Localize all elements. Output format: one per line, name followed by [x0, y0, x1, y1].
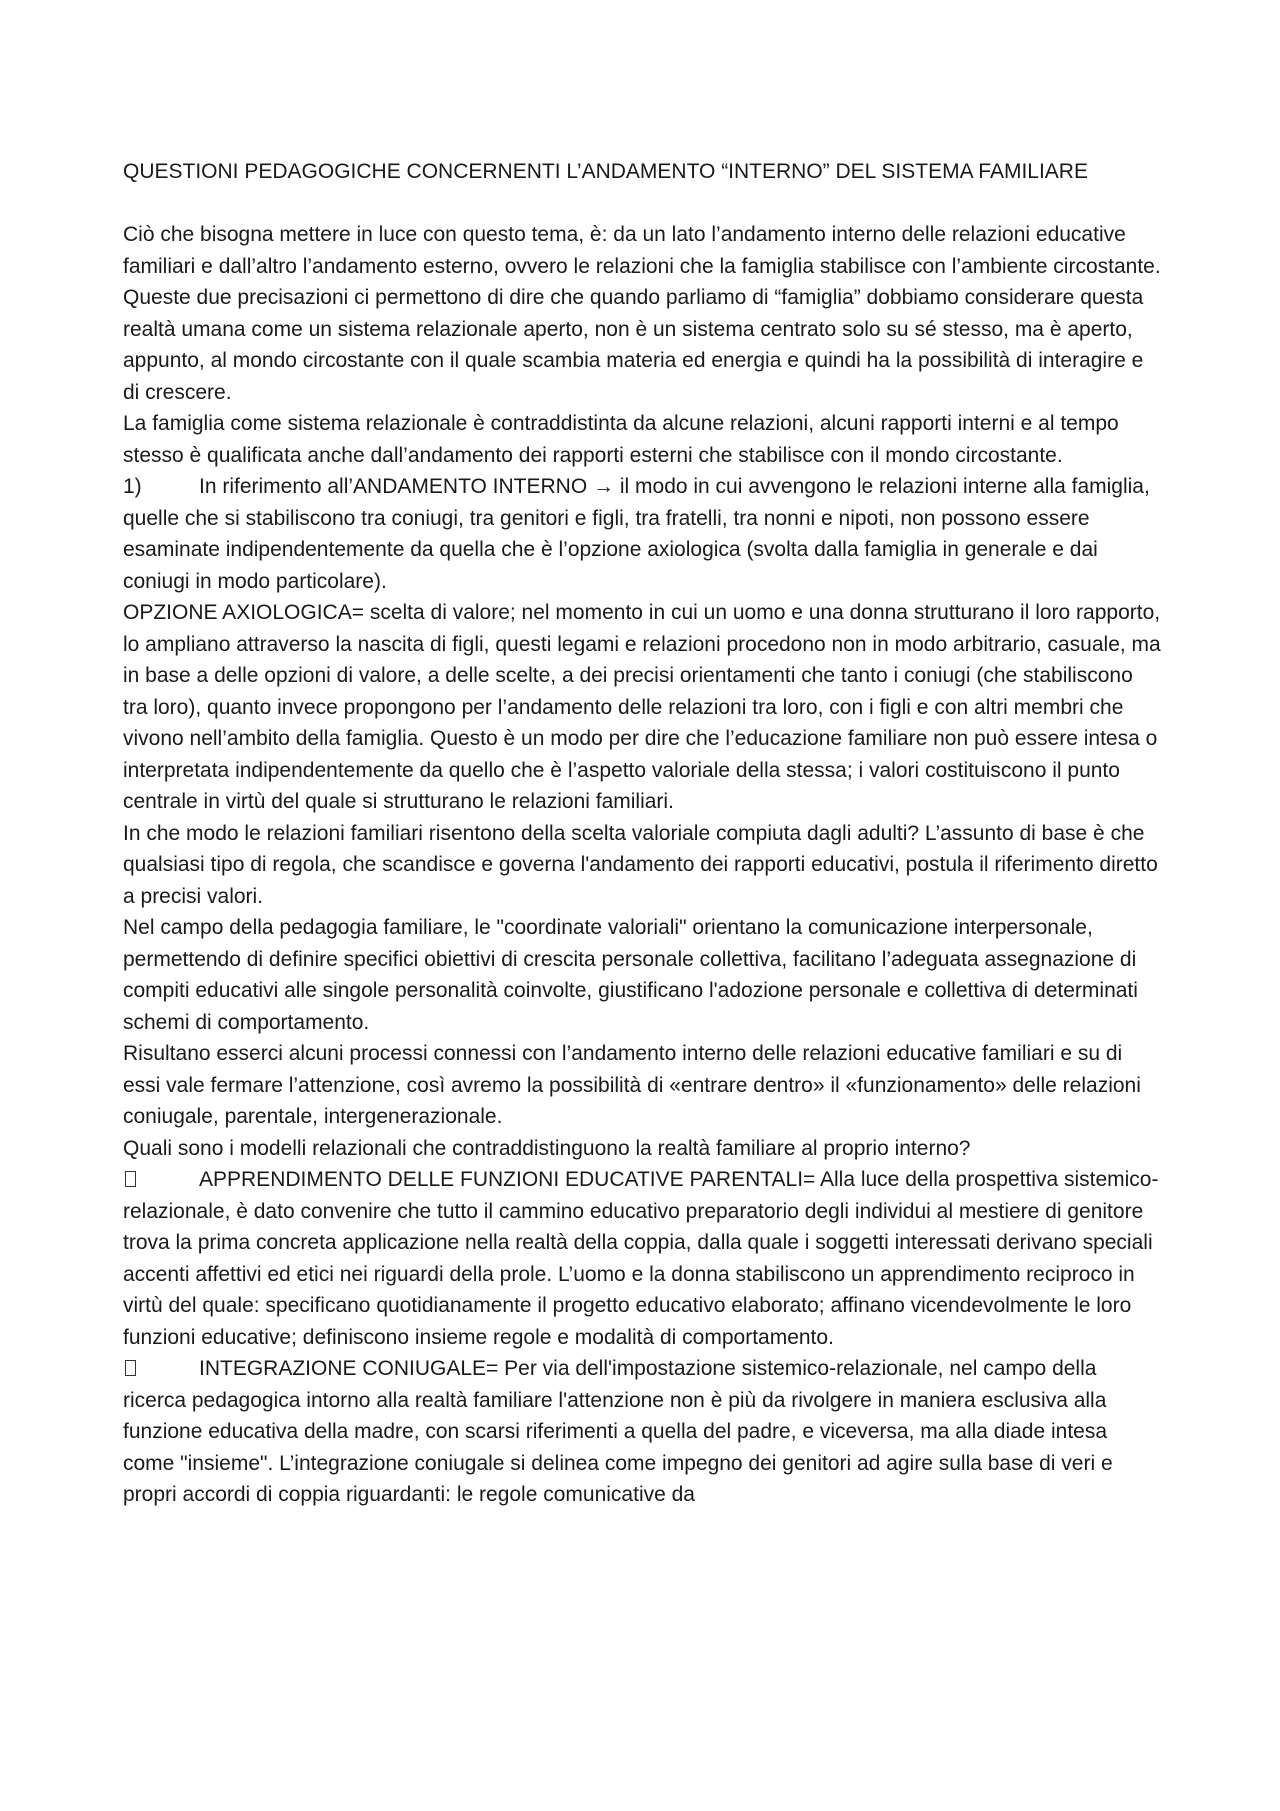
paragraph-value-choice: In che modo le relazioni familiari risentono della scelta valoriale compiuta dagli adulti? L’assunto di base è che qualsiasi tipo di regola, che scandisce e governa l'andamento dei rapporti educativi, postula il riferimento diretto a precisi valori. — [123, 821, 1158, 908]
numbered-item — [123, 471, 1163, 597]
bullet-item-text: APPRENDIMENTO DELLE FUNZIONI EDUCATIVE PARENTALI= Alla luce della prospettiva sistemico-relazionale, è dato convenire che tutto il cammino educativo preparatorio degli individui al mestiere di genitore trova la prima concreta applicazione nella realtà della coppia, dalla quale i soggetti interessati derivano speciali accenti affettivi ed etici nei riguardi della prole. L’uomo e la donna stabiliscono un apprendimento reciproco in virtù del quale: specificano quotidianamente il progetto educativo elaborato; affinano vicendevolmente le loro funzioni educative; definiscono insieme regole e modalità di comportamento. — [123, 1168, 1159, 1349]
numbered-item-text: In riferimento all’ANDAMENTO INTERNO → il modo in cui avvengono le relazioni interne alla famiglia, quelle che si stabiliscono tra coniugi, tra genitori e figli, tra fratelli, tra nonni e nipoti, non possono essere esaminate indipendentemente da quella che è l’opzione axiologica (svolta dalla famiglia in generale e dai coniugi in modo particolare). — [123, 475, 1150, 593]
document-title: QUESTIONI PEDAGOGICHE CONCERNENTI L’ANDAMENTO “INTERNO” DEL SISTEMA FAMILIARE — [123, 160, 1088, 183]
paragraph-value-coordinates: Nel campo della pedagogia familiare, le "coordinate valoriali" orientano la comunicazione interpersonale, permettendo di definire specifici obiettivi di crescita personale collettiva, facilitano l’adeguata assegnazione di compiti educativi alle singole personalità coinvolte, giustificano l'adozione personale e collettiva di determinati schemi di comportamento. — [123, 916, 1138, 1034]
missing-glyph-icon — [125, 1171, 136, 1187]
bullet-item-text: INTEGRAZIONE CONIUGALE= Per via dell'impostazione sistemico-relazionale, nel campo della ricerca pedagogica intorno alla realtà familiare l'attenzione non è più da rivolgere in maniera esclusiva alla funzione educativa della madre, con scarsi riferimenti a quella del padre, e viceversa, ma alla diade intesa come "insieme". L’integrazione coniugale si delinea come impegno dei genitori ad agire sulla base di veri e propri accordi di coppia riguardanti: le regole comunicative da — [123, 1357, 1113, 1506]
paragraph-internal-processes: Risultano esserci alcuni processi connessi con l’andamento interno delle relazioni educative familiari e su di essi vale fermare l’attenzione, così avremo la possibilità di «entrare dentro» il «funzionamento» delle relazioni coniugale, parentale, intergenerazionale. — [123, 1042, 1141, 1128]
bullet-item — [123, 1353, 1163, 1511]
paragraph-axiological-option: OPZIONE AXIOLOGICA= scelta di valore; nel momento in cui un uomo e una donna strutturano il loro rapporto, lo ampliano attraverso la nascita di figli, questi legami e relazioni procedono non in modo arbitrario, casuale, ma in base a delle opzioni di valore, a delle scelte, a dei precisi orientamenti che tanto i coniugi (che stabiliscono tra loro), quanto invece propongono per l’andamento delle relazioni tra loro, con i figli e con altri membri che vivono nell’ambito della famiglia. Questo è un modo per dire che l’educazione familiare non può essere intesa o interpretata indipendentemente da quello che è l’aspetto valoriale della stessa; i valori costituiscono il punto centrale in virtù del quale si strutturano le relazioni familiari. — [123, 601, 1161, 813]
paragraph-question: Quali sono i modelli relazionali che contraddistinguono la realtà familiare al proprio interno? — [123, 1136, 971, 1160]
document-body — [123, 156, 1163, 1511]
paragraph-intro: Ciò che bisogna mettere in luce con questo tema, è: da un lato l’andamento interno delle relazioni educative familiari e dall’altro l’andamento esterno, ovvero le relazioni che la famiglia stabilisce con l’ambiente circostante. — [123, 223, 1161, 278]
bullet-marker — [123, 1164, 199, 1196]
list-marker: 1) — [123, 475, 142, 498]
bullet-marker — [123, 1353, 199, 1385]
bullet-item — [123, 1164, 1163, 1353]
missing-glyph-icon — [125, 1360, 136, 1376]
paragraph-open-system: Queste due precisazioni ci permettono di dire che quando parliamo di “famiglia” dobbiamo considerare questa realtà umana come un sistema relazionale aperto, non è un sistema centrato solo su sé stesso, ma è aperto, appunto, al mondo circostante con il quale scambia materia ed energia e quindi ha la possibilità di interagire e di crescere. — [123, 286, 1144, 404]
paragraph-relational-system: La famiglia come sistema relazionale è contraddistinta da alcune relazioni, alcuni rapporti interni e al tempo stesso è qualificata anche dall’andamento dei rapporti esterni che stabilisce con il mondo circostante. — [123, 412, 1119, 467]
